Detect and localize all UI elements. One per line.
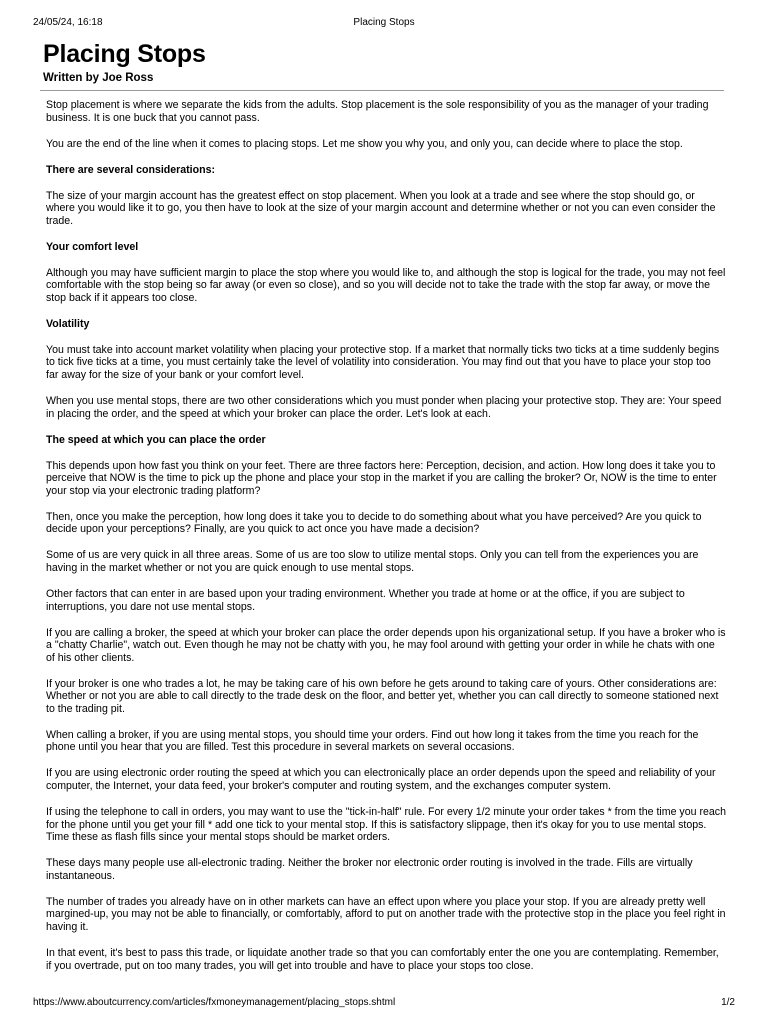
paragraph: You must take into account market volatility when placing your protective stop. If a market that normally ticks two ticks at a time suddenly begins to tick five ticks at a time, you must certainly take the level of volatility into consideration. You may find out that you have to place your stop too far away for the size of your bank or your comfort level. xyxy=(46,343,720,382)
paragraph: The number of trades you already have on in other markets can have an effect upon where you place your stop. If you are already pretty well margined-up, you may not be able to financially, or comfortably, afford to put on another trade with the protective stop in the place you feel right in having it. xyxy=(46,895,726,933)
paragraph: If you are using electronic order routing the speed at which you can electronically place an order depends upon the speed and reliability of your computer, the Internet, your data feed, your broker's computer and routing system, and the exchanges computer system. xyxy=(46,767,716,793)
paragraph: If your broker is one who trades a lot, he may be taking care of his own before he gets around to taking care of yours. Other considerations are: Whether or not you are able to call directly to the trade desk on the floor, and better yet, whether you can call directly to someone stationed next to the trading pit. xyxy=(46,677,719,715)
paragraph: Although you may have sufficient margin to place the stop where you would like to, and although the stop is logical for the trade, you may not feel comfortable with the stop being so far away (or even so close), and so you will decide not to take the trade with the stop far away, or move the stop back if it appears too close. xyxy=(46,266,726,304)
paragraph: This depends upon how fast you think on your feet. There are three factors here: Perception, decision, and action. How long does it take you to perceive that NOW is the time to pick up the phone and place your stop in the market if you are calling the broker? Or, NOW is the time to enter your stop via your electronic trading platform? xyxy=(46,459,717,497)
paragraph: The size of your margin account has the greatest effect on stop placement. When you look at a trade and see where the stop should go, or where you would like it to go, you then have to look at the size of your margin account and determine whether or not you can even consider the trade. xyxy=(46,189,716,227)
article-title: Placing Stops xyxy=(43,40,206,68)
paragraph: When calling a broker, if you are using mental stops, you should time your orders. Find out how long it takes from the time you reach for the phone until you hear that you are filled. Test this procedure in several markets on several occasions. xyxy=(46,728,699,754)
print-page-title: Placing Stops xyxy=(353,17,415,28)
section-heading: There are several considerations: xyxy=(46,163,215,176)
print-datetime: 24/05/24, 16:18 xyxy=(33,17,103,28)
section-heading: Volatility xyxy=(46,317,90,330)
paragraph: These days many people use all-electronic trading. Neither the broker nor electronic order routing is involved in the trade. Fills are virtually instantaneous. xyxy=(46,857,693,882)
title-divider xyxy=(40,90,724,91)
paragraph: Then, once you make the perception, how long does it take you to decide to do something about what you have perceived? Are you quick to decide upon your perceptions? Finally, are you quick to act once you have made a decision? xyxy=(46,510,702,536)
paragraph: Some of us are very quick in all three areas. Some of us are too slow to utilize mental stops. Only you can tell from the experiences you are having in the market whether or not you are quick enough to use mental stops. xyxy=(46,549,699,574)
paragraph: If you are calling a broker, the speed at which your broker can place the order depends upon his organizational setup. If you have a broker who is a "chatty Charlie", watch out. Even though he may not be chatty with you, he may fool around with getting your order in while he chats with one of his other clients. xyxy=(46,626,726,664)
section-heading: Your comfort level xyxy=(46,240,139,253)
print-footer xyxy=(33,996,735,1010)
paragraph: If using the telephone to call in orders, you may want to use the "tick-in-half" rule. For every 1/2 minute your order takes * from the time you reach for the phone until you get your fill * add one tick to your mental stop. If this is satisfactory slippage, then it's okay for you to use mental stops. Time these as flash fills since your mental stops should be market orders. xyxy=(46,806,726,844)
article-byline: Written by Joe Ross xyxy=(43,72,154,84)
paragraph: In that event, it's best to pass this trade, or liquidate another trade so that you can comfortably enter the one you are contemplating. Remember, if you overtrade, put on too many trades, you will get into trouble and have to place your stops too close. xyxy=(46,946,719,972)
print-page-number: 1/2 xyxy=(721,997,735,1008)
paragraph: Stop placement is where we separate the kids from the adults. Stop placement is the sole responsibility of you as the manager of your trading business. It is one buck that you cannot pass. xyxy=(46,99,709,124)
paragraph: You are the end of the line when it comes to placing stops. Let me show you why you, and only you, can decide where to place the stop. xyxy=(46,137,683,150)
paragraph: Other factors that can enter in are based upon your trading environment. Whether you trade at home or at the office, if you are subject to interruptions, you dare not use mental stops. xyxy=(46,587,685,613)
section-heading: The speed at which you can place the order xyxy=(46,433,266,446)
paragraph: When you use mental stops, there are two other considerations which you must ponder when placing your protective stop. They are: Your speed in placing the order, and the speed at which your broker can place the order. Let's look at each. xyxy=(46,395,722,420)
print-header xyxy=(33,16,735,30)
article-body xyxy=(46,99,726,986)
print-source-url: https://www.aboutcurrency.com/articles/fxmoneymanagement/placing_stops.shtml xyxy=(33,997,396,1008)
